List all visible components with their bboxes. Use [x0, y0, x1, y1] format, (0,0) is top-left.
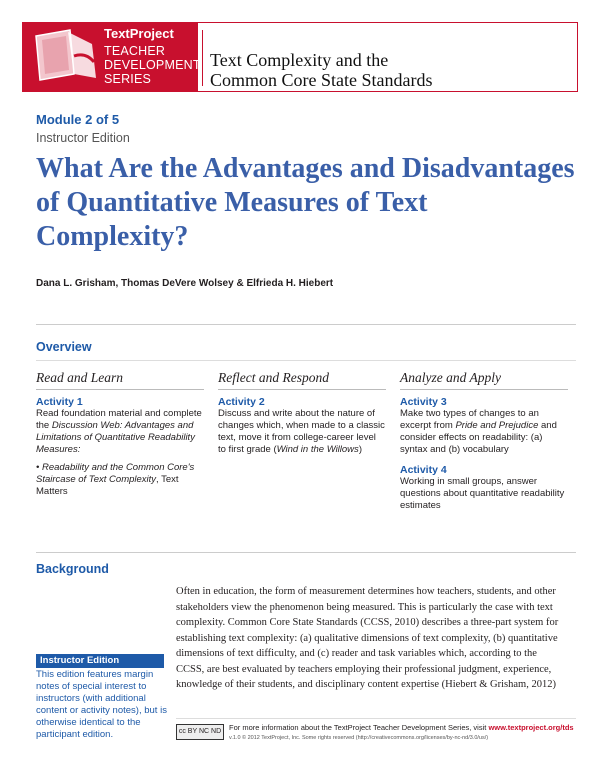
overview-column-analyze-and-apply: [400, 370, 568, 512]
background-paragraph: Often in education, the form of measurement determines how teachers, students, and other stakeholders view the phenomenon being measured. This is particularly the case with text complexity. Common Core State Standards (CCSS, 2010) describes a three-part system for establishing text complexity: (a) qualitative dimensions of text complexity, (b) quantitative dimensions of text difficulty, and (c) reader and task variables which, according to the CCSS, are best evaluated by teachers employing their professional judgment, experience, knowledge of their students, and disciplinary content expertise (Hiebert & Grisham, 2012): [176, 586, 559, 690]
brand-name: TextProject: [104, 26, 174, 41]
column-heading: Analyze and Apply: [400, 370, 568, 390]
series-line: SERIES: [104, 72, 152, 86]
background-heading: Background: [36, 562, 109, 576]
series-line: TEACHER: [104, 44, 166, 58]
footer-link[interactable]: www.textproject.org/tds: [488, 723, 574, 732]
activity-bullet: • Readability and the Common Core's Staircase of Text Complexity, Text Matters: [36, 462, 195, 497]
activity-label: Activity 4: [400, 464, 447, 476]
section-divider: [36, 552, 576, 553]
series-name: [104, 44, 201, 86]
series-title-line: Common Core State Standards: [210, 70, 433, 90]
creative-commons-icon: cc BY NC ND: [176, 724, 224, 740]
footer-copyright: v.1.0 © 2012 TextProject, Inc. Some rights reserved (http://creativecommons.org/licenses/by-nc-nd/3.0/us/): [229, 735, 489, 741]
series-line: DEVELOPMENT: [104, 58, 201, 72]
authors: Dana L. Grisham, Thomas DeVere Wolsey & Elfrieda H. Hiebert: [36, 278, 334, 289]
section-divider: [36, 360, 576, 361]
series-title: [210, 50, 432, 90]
textproject-logo-icon: [30, 26, 102, 88]
activity-label: Activity 1: [36, 396, 83, 408]
page-title: What Are the Advantages and Disadvantages of Quantitative Measures of Text Complexity?: [36, 153, 575, 252]
instructor-edition-note: This edition features margin notes of special interest to instructors (with additional content or activity notes), but is otherwise identical to the participant edition.: [36, 669, 167, 740]
activity-label: Activity 2: [218, 396, 265, 408]
column-heading: Reflect and Respond: [218, 370, 386, 390]
section-divider: [36, 324, 576, 325]
header-divider: [202, 30, 203, 86]
module-label: Module 2 of 5: [36, 112, 120, 127]
activity-text: Working in small groups, answer questions about quantitative readability estimates: [400, 476, 565, 511]
overview-column-reflect-and-respond: [218, 370, 386, 456]
activity-text: Make two types of changes to an excerpt from Pride and Prejudice and consider effects on readability: (a) syntax and (b) vocabulary: [400, 408, 557, 455]
activity-label: Activity 3: [400, 396, 447, 408]
edition-label: Instructor Edition: [36, 131, 130, 145]
overview-column-read-and-learn: [36, 370, 204, 498]
activity-text: Read foundation material and complete the Discussion Web: Advantages and Limitations of Quantitative Readability Measures:: [36, 408, 202, 455]
footer-divider: [176, 718, 576, 719]
activity-text: Discuss and write about the nature of changes which, when made to a classic text, move it from college-career level to first grade (Wind in the Willows): [218, 408, 385, 455]
overview-heading: Overview: [36, 340, 92, 354]
column-heading: Read and Learn: [36, 370, 204, 390]
instructor-edition-label: Instructor Edition: [36, 654, 164, 668]
series-title-line: Text Complexity and the: [210, 50, 389, 70]
footer-info: For more information about the TextProject Teacher Development Series, visit www.textproject.org/tds: [229, 723, 574, 732]
